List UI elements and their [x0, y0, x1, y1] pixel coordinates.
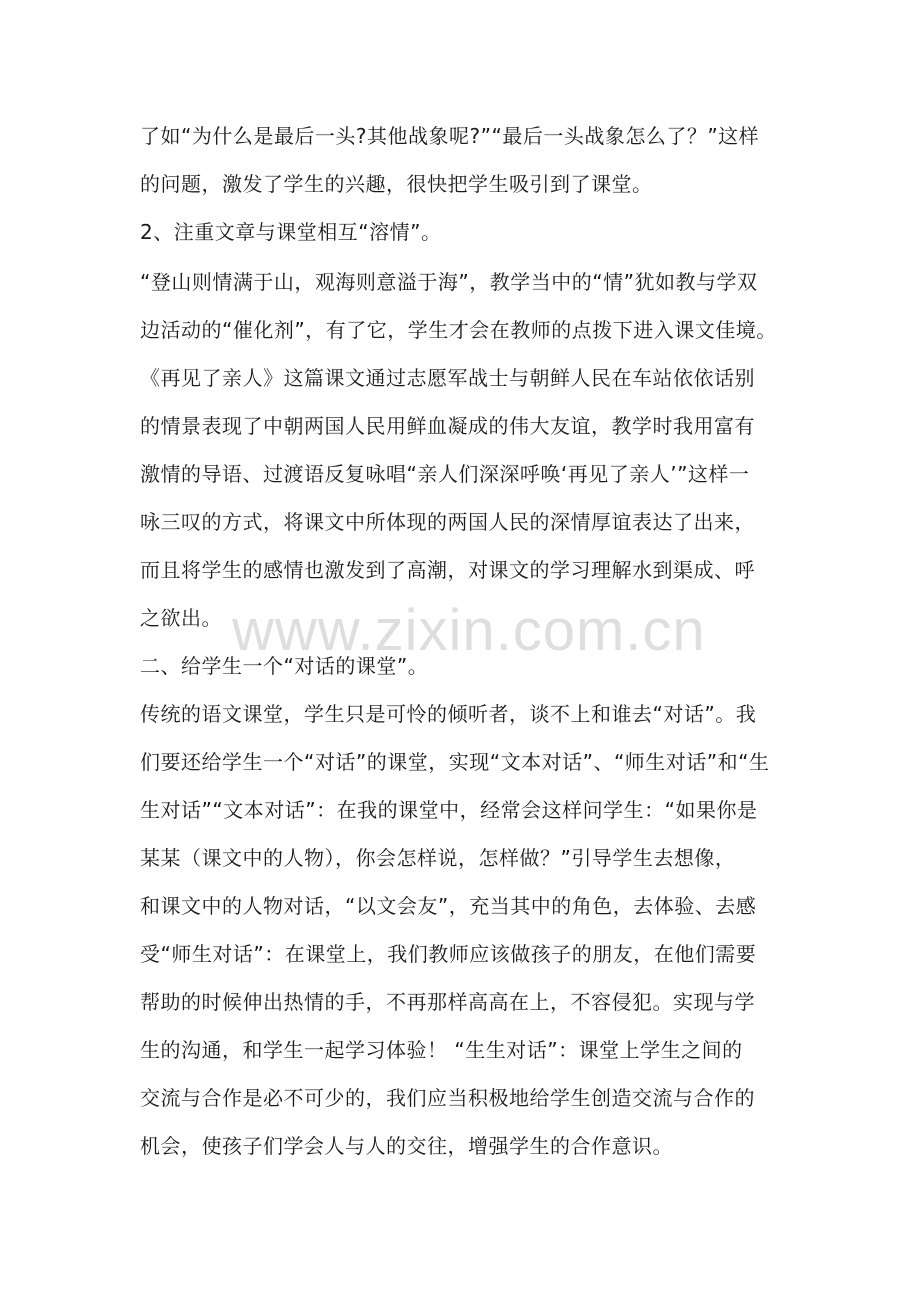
text-line: 之欲出。 — [140, 606, 222, 630]
text-line: 交流与合作是必不可少的，我们应当积极地给学生创造交流与合作的 — [140, 1086, 755, 1110]
watermark: www.zixin.com.cn — [232, 598, 706, 663]
text-line: 了如“为什么是最后一头?其他战象呢?”“最后一头战象怎么了？”这样 — [140, 124, 760, 148]
text-line: 生的沟通，和学生一起学习体验！ “生生对话”：课堂上学生之间的 — [140, 1038, 743, 1062]
text-line: 的问题，激发了学生的兴趣，很快把学生吸引到了课堂。 — [140, 172, 653, 196]
section-heading: 2、注重文章与课堂相互“溶情”。 — [140, 220, 442, 244]
text-line: 激情的导语、过渡语反复咏唱“亲人们深深呼唤‘再见了亲人’”这样一 — [140, 462, 750, 486]
text-line: 和课文中的人物对话，“以文会友”，充当其中的角色，去体验、去感 — [140, 894, 757, 918]
text-line: 咏三叹的方式，将课文中所体现的两国人民的深情厚谊表达了出来， — [140, 510, 755, 534]
text-line: 生对话”“文本对话”：在我的课堂中，经常会这样问学生：“如果你是 — [140, 798, 758, 822]
text-line: 机会，使孩子们学会人与人的交往，增强学生的合作意识。 — [140, 1134, 673, 1158]
text-line: 受“师生对话”：在课堂上，我们教师应该做孩子的朋友，在他们需要 — [140, 942, 757, 966]
text-line: 传统的语文课堂，学生只是可怜的倾听者，谈不上和谁去“对话”。我 — [140, 702, 757, 726]
section-heading: 二、给学生一个“对话的课堂”。 — [140, 654, 429, 678]
text-line: 的情景表现了中朝两国人民用鲜血凝成的伟大友谊，教学时我用富有 — [140, 414, 755, 438]
text-line: 边活动的“催化剂”，有了它，学生才会在教师的点拨下进入课文佳境。 — [140, 318, 777, 342]
text-line: 而且将学生的感情也激发到了高潮，对课文的学习理解水到渠成、呼 — [140, 558, 755, 582]
text-line: 帮助的时候伸出热情的手，不再那样高高在上，不容侵犯。实现与学 — [140, 990, 755, 1014]
text-line: 《再见了亲人》这篇课文通过志愿军战士与朝鲜人民在车站依依话别 — [140, 366, 755, 390]
text-line: “登山则情满于山，观海则意溢于海”，教学当中的“情”犹如教与学双 — [140, 270, 758, 294]
text-line: 某某（课文中的人物），你会怎样说，怎样做？”引导学生去想像， — [140, 846, 736, 870]
text-line: 们要还给学生一个“对话”的课堂，实现“文本对话”、“师生对话”和“生 — [140, 750, 770, 774]
